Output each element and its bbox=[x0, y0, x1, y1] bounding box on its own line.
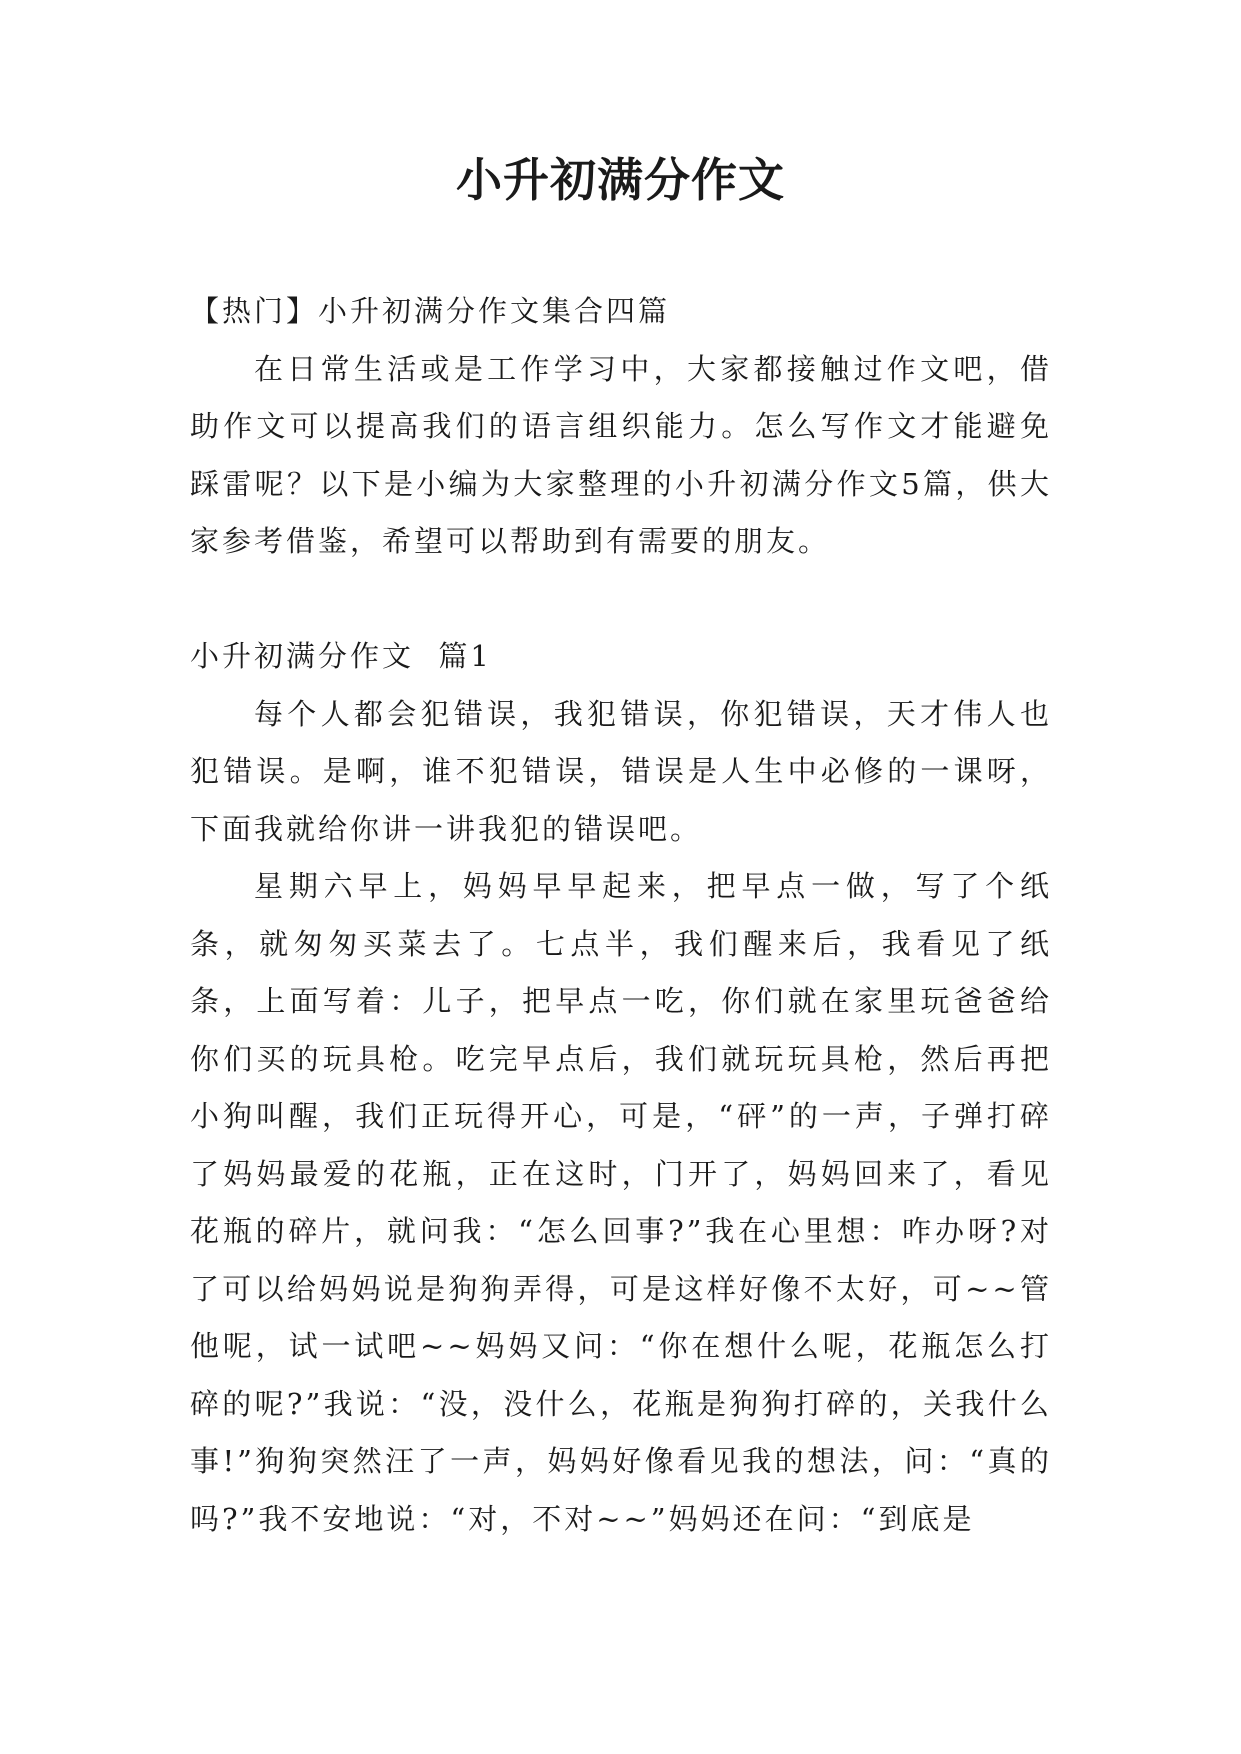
document-title: 小升初满分作文 bbox=[456, 153, 785, 207]
section-heading: 小升初满分作文 篇1 bbox=[190, 639, 492, 673]
body-paragraph-2: 星期六早上，妈妈早早起来，把早点一做，写了个纸条，就匆匆买菜去了。七点半，我们醒来后，我看见了纸条，上面写着：儿子，把早点一吃，你们就在家里玩爸爸给你们买的玩具枪。吃完早点后，我们就玩玩具枪，然后再把小狗叫醒，我们正玩得开心，可是，“砰”的一声，子弹打碎了妈妈最爱的花瓶，正在这时，门开了，妈妈回来了，看见花瓶的碎片，就问我：“怎么回事?”我在心里想：咋办呀?对了可以给妈妈说是狗狗弄得，可是这样好像不太好，可~~管他呢，试一试吧~~妈妈又问：“你在想什么呢，花瓶怎么打碎的呢?”我说：“没，没什么，花瓶是狗狗打碎的，关我什么事!”狗狗突然汪了一声，妈妈好像看见我的想法，问：“真的吗?”我不安地说：“对，不对~~”妈妈还在问：“到底是 bbox=[190, 869, 1052, 1536]
intro-paragraph: 在日常生活或是工作学习中，大家都接触过作文吧，借助作文可以提高我们的语言组织能力。怎么写作文才能避免踩雷呢？以下是小编为大家整理的小升初满分作文5篇，供大家参考借鉴，希望可以帮助到有需要的朋友。 bbox=[190, 351, 1052, 558]
body-paragraph-1: 每个人都会犯错误，我犯错误，你犯错误，天才伟人也犯错误。是啊，谁不犯错误，错误是人生中必修的一课呀，下面我就给你讲一讲我犯的错误吧。 bbox=[190, 696, 1052, 846]
section-spacer bbox=[190, 571, 1052, 629]
document-subtitle: 【热门】小升初满分作文集合四篇 bbox=[190, 294, 671, 328]
document-body bbox=[190, 283, 1052, 1548]
